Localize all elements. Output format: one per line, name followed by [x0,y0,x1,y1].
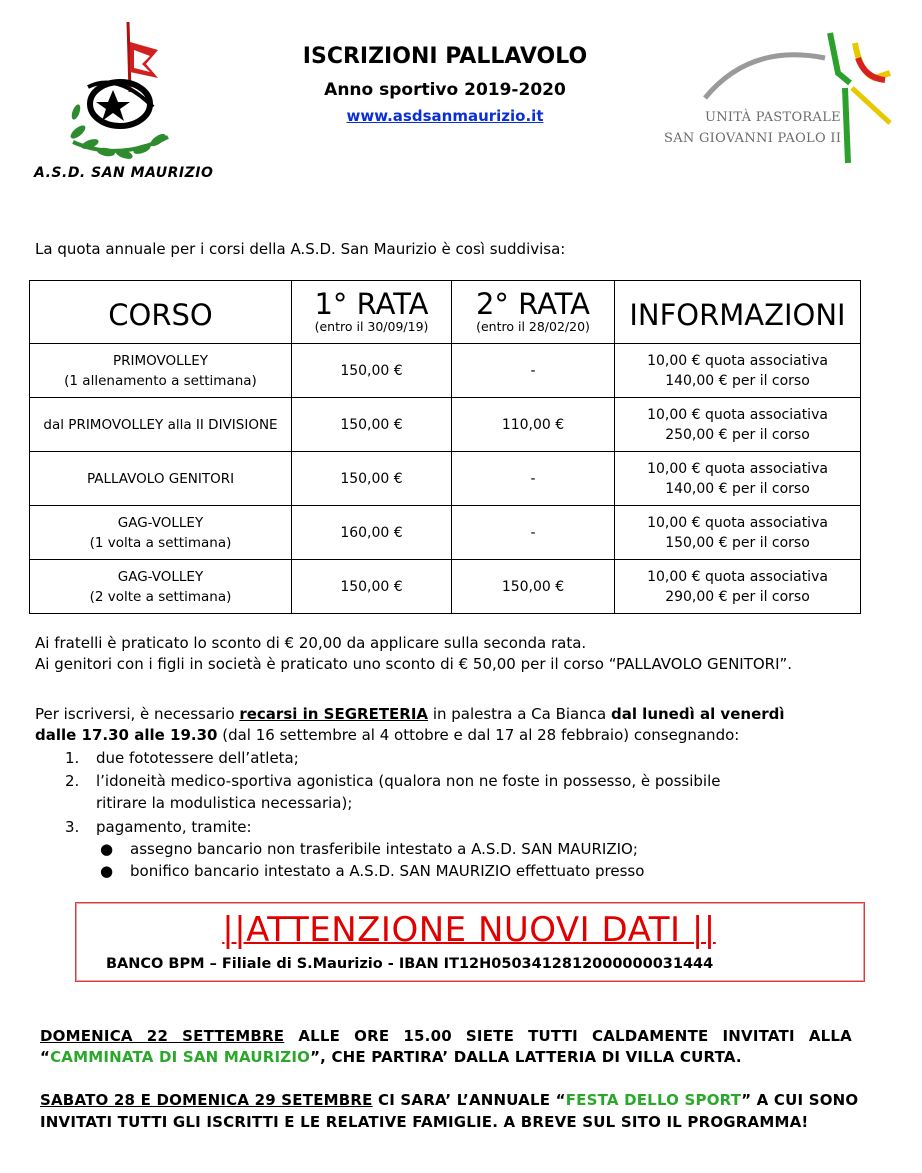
intro-text: La quota annuale per i corsi della A.S.D. San Maurizio è così suddivisa: [35,240,566,258]
course-cell: GAG-VOLLEY (1 volta a settimana) [30,506,292,560]
info-cell: 10,00 € quota associativa 140,00 € per il corso [615,452,861,506]
table-row [30,560,861,614]
course-cell: PRIMOVOLLEY (1 allenamento a settimana) [30,344,292,398]
info-cell: 10,00 € quota associativa 250,00 € per il corso [615,398,861,452]
fees-table [29,280,861,614]
table-row [30,452,861,506]
discount-parents: Ai genitori con i figli in società è praticato uno sconto di € 50,00 per il corso “PALLAVOLO GENITORI”. [35,655,793,673]
asd-san-maurizio-logo [58,12,218,187]
website-link[interactable]: www.asdsanmaurizio.it [346,107,544,125]
info-cell: 10,00 € quota associativa 140,00 € per il corso [615,344,861,398]
attention-title: ||ATTENZIONE NUOVI DATI || [222,910,716,950]
column-header-info: INFORMAZIONI [615,281,861,344]
bank-details: BANCO BPM – Filiale di S.Maurizio - IBAN IT12H0503412812000000031444 [106,956,714,972]
column-header-rata2: 2° RATA (entro il 28/02/20) [452,281,615,344]
rata1-cell: 150,00 € [292,398,452,452]
event-line: SABATO 28 E DOMENICA 29 SETEMBRE CI SARA’ L’ANNUALE “FESTA DELLO SPORT” A CUI SONO [40,1091,859,1109]
rata1-cell: 150,00 € [292,452,452,506]
table-row [30,398,861,452]
rata2-cell: - [452,452,615,506]
event-line: “CAMMINATA DI SAN MAURIZIO”, CHE PARTIRA’ DALLA LATTERIA DI VILLA CURTA. [40,1048,742,1066]
column-header-course: CORSO [30,281,292,344]
rata1-cell: 160,00 € [292,506,452,560]
enrollment-paragraph: dalle 17.30 alle 19.30 (dal 16 settembre al 4 ottobre e dal 17 al 28 febbraio) consegnando: [35,726,740,744]
discount-siblings: Ai fratelli è praticato lo sconto di € 20,00 da applicare sulla seconda rata. [35,634,587,652]
column-header-rata1: 1° RATA (entro il 30/09/19) [292,281,452,344]
bullet-icon: ● [100,840,114,858]
event-line: INVITATI TUTTI GLI ISCRITTI E LE RELATIVE FAMIGLIE. A BREVE SUL SITO IL PROGRAMMA! [40,1113,809,1131]
unita-pastorale-logo [660,28,900,168]
rata2-cell: - [452,344,615,398]
rata2-cell: - [452,506,615,560]
page-title: ISCRIZIONI PALLAVOLO [302,44,588,69]
rata1-cell: 150,00 € [292,344,452,398]
event-line: DOMENICA 22 SETTEMBRE ALLE ORE 15.00 SIETE TUTTI CALDAMENTE INVITATI ALLA [40,1027,852,1045]
course-cell: dal PRIMOVOLLEY alla II DIVISIONE [30,398,292,452]
course-cell: PALLAVOLO GENITORI [30,452,292,506]
rata2-cell: 110,00 € [452,398,615,452]
rata2-cell: 150,00 € [452,560,615,614]
list-item-continuation: ritirare la modulistica necessaria); [96,794,353,812]
table-header-row [30,281,861,344]
table-row [30,506,861,560]
page-subtitle: Anno sportivo 2019-2020 [324,80,566,100]
logo-right-text: SAN GIOVANNI PAOLO II [664,131,842,146]
enrollment-paragraph: Per iscriversi, è necessario recarsi in SEGRETERIA in palestra a Ca Bianca dal lunedì al venerdì [35,705,785,723]
bullet-icon: ● [100,862,114,880]
logo-caption: A.S.D. SAN MAURIZIO [34,165,214,181]
table-row [30,344,861,398]
info-cell: 10,00 € quota associativa 150,00 € per il corso [615,506,861,560]
info-cell: 10,00 € quota associativa 290,00 € per il corso [615,560,861,614]
rata1-cell: 150,00 € [292,560,452,614]
logo-right-text: UNITÀ PASTORALE [705,110,841,125]
course-cell: GAG-VOLLEY (2 volte a settimana) [30,560,292,614]
